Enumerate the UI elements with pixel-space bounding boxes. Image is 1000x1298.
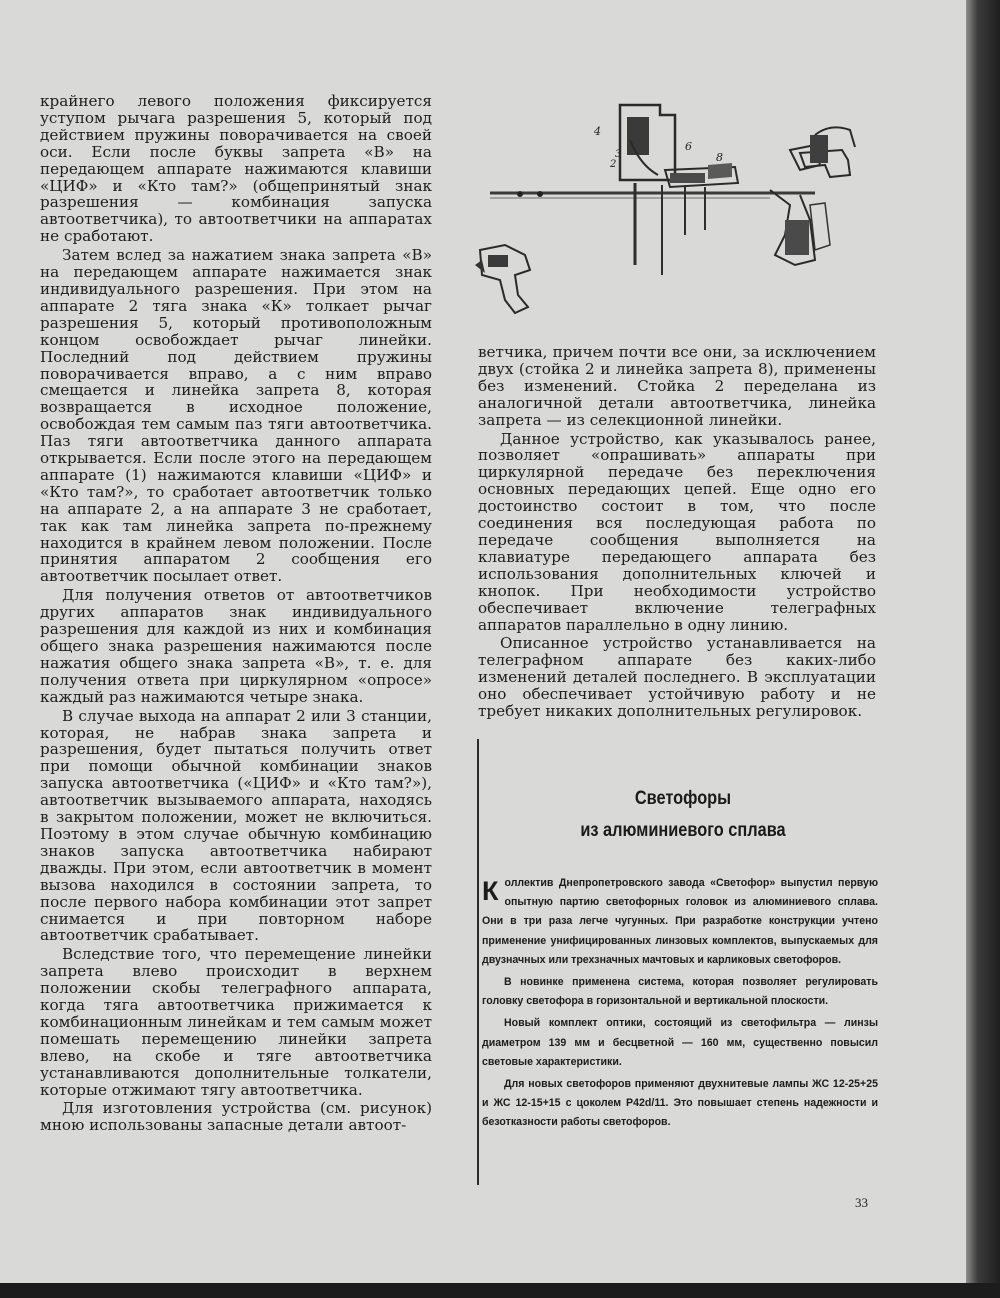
left-paragraph-6: Для изготовления устройства (см. рисунок) мною использованы запасные детали автоот-	[40, 1099, 432, 1135]
news-paragraph-2: В новинке применена система, которая позволяет регулировать головку светофора в горизонтальной и вертикальной плоскости.	[482, 976, 878, 1008]
mechanism-drawing	[470, 95, 870, 330]
news-title	[507, 786, 860, 844]
left-paragraph-4: В случае выхода на аппарат 2 или 3 станции, которая, не набрав знака запрета и разрешения, будет пытаться получить ответ при помощи обычной комбинации знаков запуска автоответчика («ЦИФ» и «Кто там?»), автоответчик вызываемого аппарата, находясь в закрытом положении, может не включиться. Поэтому в этом случае обычную комбинацию знаков запуска автоответчика набирают дважды. При этом, если автоответчик в момент вызова находился в состоянии запрета, то после первого набора комбинации этот запрет снимается и при повторном наборе автоответчик срабатывает.	[40, 706, 432, 945]
right-text-column	[478, 344, 876, 720]
news-paragraph-4: Для новых светофоров применяют двухнитевые лампы ЖС 12-25+25 и ЖС 12-15+15 с цоколем Р42d/11. Это повышает степень надежности и безотказности работы светофоров.	[482, 1078, 878, 1129]
news-body	[482, 874, 878, 1133]
news-title-line-1: Светофоры	[634, 788, 732, 809]
news-title-line-2: из алюминиевого сплава	[580, 820, 786, 841]
page-bottom-shadow	[0, 1283, 1000, 1298]
news-paragraph-1-text: оллектив Днепропетровского завода «Светофор» выпустил первую опытную партию светофорных головок из алюминиевого сплава. Они в три раза легче чугунных. При разработке конструкции учтено применение унифицированных линзовых комплектов, выпускаемых для двузначных или трехзначных мачтовых и карликовых светофоров.	[482, 877, 878, 966]
right-paragraph-3: Описанное устройство устанавливается на телеграфном аппарате без каких-либо изменений деталей последнего. В эксплуатации оно обеспечивает устойчивую работу и не требует никаких дополнительных регулировок.	[478, 634, 876, 721]
figure-label-3: 3	[615, 149, 622, 160]
right-paragraph-2: Данное устройство, как указывалось ранее, позволяет «опрашивать» аппараты при циркулярной передаче без переключения основных передающих цепей. Еще одно его достоинство состоит в том, что после соединения вся последующая работа по передаче сообщения выполняется на клавиатуре передающего аппарата без использования дополнительных ключей и кнопок. При необходимости устройство обеспечивает включение телеграфных аппаратов параллельно в одну линию.	[478, 429, 876, 634]
page-edge-shadow	[966, 0, 1000, 1298]
left-paragraph-3: Для получения ответов от автоответчиков других аппаратов знак индивидуального разрешения для каждой из них и комбинация общего знака разрешения нажимаются после нажатия общего знака запрета «В», т. е. для получения ответа при циркулярном «опросе» каждый раз нажимаются четыре знака.	[40, 586, 432, 706]
page-number: 33	[855, 1195, 868, 1210]
figure-label-8: 8	[716, 151, 723, 164]
left-paragraph-1: крайнего левого положения фиксируется уступом рычага разрешения 5, который под действием пружины поворачивается на своей оси. Если после буквы запрета «В» на передающем аппарате нажимаются клавиши «ЦИФ» и «Кто там?» (общепринятый знак разрешения — комбинация запуска автоответчика), то автоответчики на аппаратах не сработают.	[40, 92, 432, 246]
figure-label-6: 6	[685, 140, 692, 153]
figure-label-2: 2	[610, 159, 617, 170]
left-paragraph-2: Затем вслед за нажатием знака запрета «В» на передающем аппарате нажимается знак индивидуального разрешения. При этом на аппарате 2 тяга знака «К» толкает рычаг разрешения 5, который противоположным концом освобождает рычаг линейки. Последний под действием пружины поворачивается вправо, а с ним вправо смещается и линейка запрета 8, которая возвращается в исходное положение, освобождая тем самым паз тяги автоответчика. Паз тяги автоответчика данного аппарата открывается. Если после этого на передающем аппарате (1) нажимаются клавиши «ЦИФ» и «Кто там?», то сработает автоответчик только на аппарате 2, а на аппарате 3 не сработает, так как там линейка запрета по-прежнему находится в крайнем левом положении. После принятия аппаратом 2 сообщения его автоответчик посылает ответ.	[40, 246, 432, 586]
figure-label-4: 4	[594, 125, 601, 138]
news-dropcap: К	[482, 876, 499, 906]
news-box-rule	[477, 739, 479, 1185]
news-paragraph-1	[482, 874, 878, 970]
right-paragraph-1: ветчика, причем почти все они, за исключением двух (стойка 2 и линейка запрета 8), применены без изменений. Стойка 2 переделана из аналогичной детали автоответчика, линейка запрета — из селекционной линейки.	[478, 343, 876, 429]
mechanism-figure	[470, 95, 870, 330]
left-paragraph-5: Вследствие того, что перемещение линейки запрета влево происходит в верхнем положении скобы телеграфного аппарата, когда тяга автоответчика прижимается к комбинационным линейкам и тем самым может помешать перемещению линейки запрета влево, на скобе и тяге автоответчика устанавливаются дополнительные толкатели, которые отжимают тягу автоответчика.	[40, 945, 432, 1099]
left-text-column	[40, 93, 432, 1134]
news-paragraph-3: Новый комплект оптики, состоящий из светофильтра — линзы диаметром 139 мм и бесцветной — 160 мм, существенно повысил световые характеристики.	[482, 1017, 878, 1068]
